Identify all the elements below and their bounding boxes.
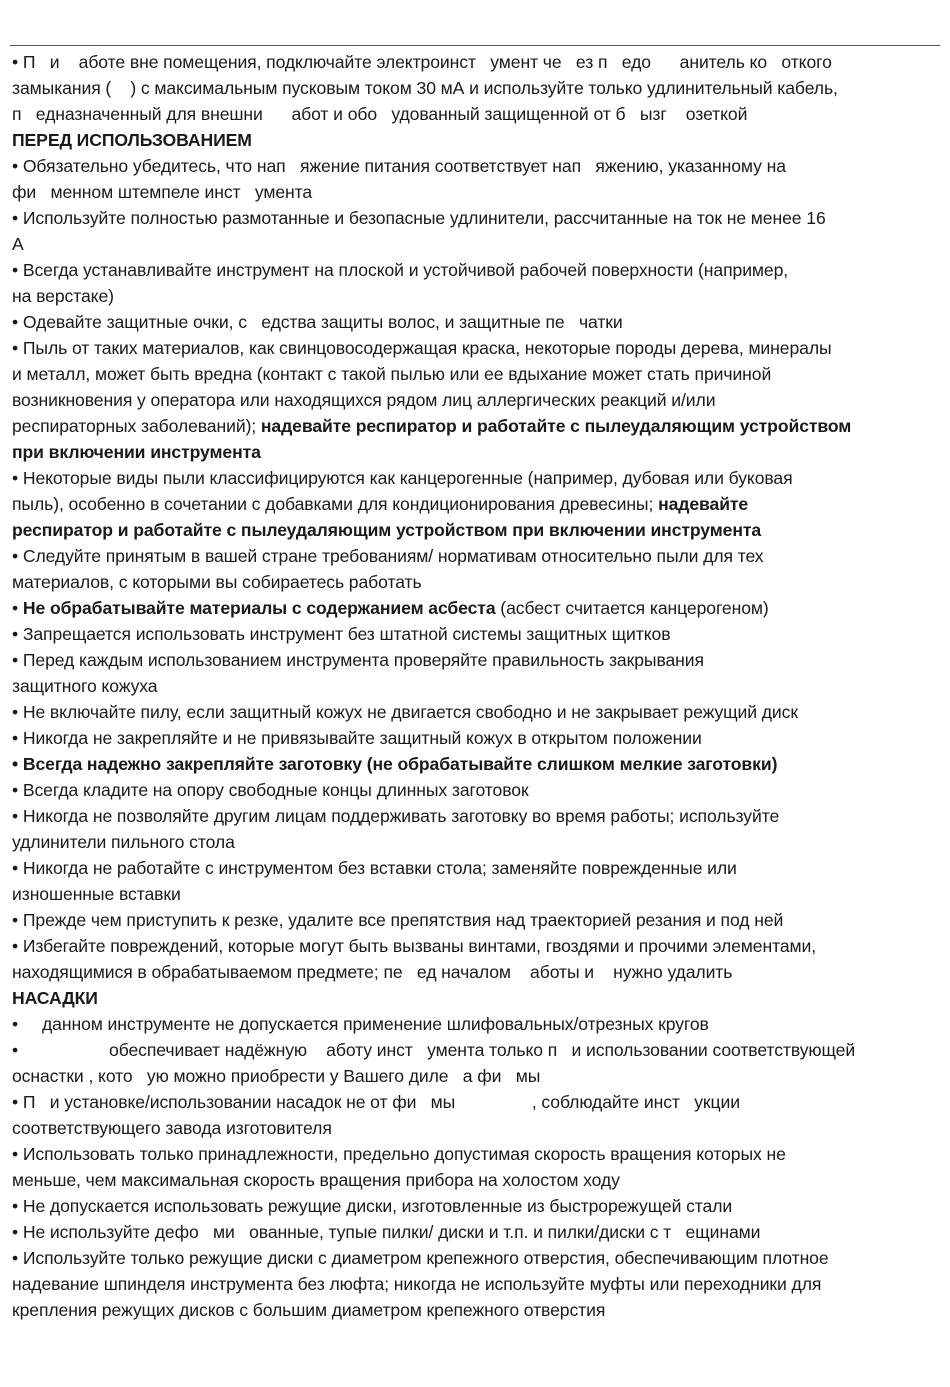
text-line (12, 985, 940, 1011)
text-segment: • Прежде чем приступить к резке, удалите все препятствия над траекторией резания и под ней (12, 910, 784, 930)
bold-text-segment: • Всегда надежно закрепляйте заготовку (не обрабатывайте слишком мелкие заготовки) (12, 754, 778, 774)
bold-text-segment: НАСАДКИ (12, 988, 98, 1008)
text-segment: • Не используйте дефо ми ованные, тупые пилки/ диски и т.п. и пилки/диски с т ещинами (12, 1222, 761, 1242)
text-line (12, 387, 940, 413)
text-line (12, 491, 940, 517)
text-line (12, 257, 940, 283)
text-line (12, 959, 940, 985)
text-line (12, 829, 940, 855)
text-segment: • Запрещается использовать инструмент без штатной системы защитных щитков (12, 624, 671, 644)
text-line (12, 1297, 940, 1323)
text-line (12, 413, 940, 439)
text-line (12, 1245, 940, 1271)
text-line (12, 777, 940, 803)
text-segment: оснастки , кото ую можно приобрести у Вашего диле а фи мы (12, 1066, 541, 1086)
text-line (12, 361, 940, 387)
text-line (12, 49, 940, 75)
document-body (12, 49, 940, 1323)
text-segment: • Одевайте защитные очки, с едства защиты волос, и защитные пе чатки (12, 312, 623, 332)
text-line (12, 699, 940, 725)
text-line (12, 1037, 940, 1063)
text-line (12, 153, 940, 179)
text-segment: крепления режущих дисков с большим диаметром крепежного отверстия (12, 1300, 606, 1320)
text-line (12, 1219, 940, 1245)
text-segment: • П и установке/использовании насадок не от фи мы , соблюдайте инст укции (12, 1092, 740, 1112)
bold-text-segment: Не обрабатывайте материалы с содержанием асбеста (22, 598, 496, 618)
bold-text-segment: при включении инструмента (12, 442, 261, 462)
text-line (12, 855, 940, 881)
text-segment: надевание шпинделя инструмента без люфта; никогда не используйте муфты или переходники для (12, 1274, 822, 1294)
text-segment: • Избегайте повреждений, которые могут быть вызваны винтами, гвоздями и прочими элементами, (12, 936, 817, 956)
bold-text-segment: респиратор и работайте с пылеудаляющим устройством при включении инструмента (12, 520, 762, 540)
text-line (12, 751, 940, 777)
text-segment: (асбест считается канцерогеном) (495, 598, 769, 618)
text-segment: • Следуйте принятым в вашей стране требованиям/ нормативам относительно пыли для тех (12, 546, 764, 566)
text-segment: • Никогда не позволяйте другим лицам поддерживать заготовку во время работы; используйте (12, 806, 780, 826)
text-line (12, 725, 940, 751)
text-line (12, 101, 940, 127)
text-segment: материалов, с которыми вы собираетесь работать (12, 572, 422, 592)
bold-text-segment: ПЕРЕД ИСПОЛЬЗОВАНИЕМ (12, 130, 252, 150)
text-segment: • Не допускается использовать режущие диски, изготовленные из быстрорежущей стали (12, 1196, 733, 1216)
text-line (12, 881, 940, 907)
text-line (12, 127, 940, 153)
text-segment: • Пыль от таких материалов, как свинцовосодержащая краска, некоторые породы дерева, минералы (12, 338, 832, 358)
text-line (12, 205, 940, 231)
text-segment: соответствующего завода изготовителя (12, 1118, 332, 1138)
bold-text-segment: надевайте респиратор и работайте с пылеудаляющим устройством (260, 416, 852, 436)
text-segment: респираторных заболеваний); (12, 416, 261, 436)
text-line (12, 179, 940, 205)
text-segment: • Обязательно убедитесь, что нап яжение питания соответствует нап яжению, указанному на (12, 156, 786, 176)
text-segment: • Используйте только режущие диски с диаметром крепежного отверстия, обеспечивающим плотное (12, 1248, 829, 1268)
text-line (12, 543, 940, 569)
text-line (12, 517, 940, 543)
text-line (12, 803, 940, 829)
text-segment: • Используйте полностью размотанные и безопасные удлинители, рассчитанные на ток не менее 16 (12, 208, 826, 228)
text-line (12, 231, 940, 257)
text-line (12, 595, 940, 621)
text-segment: • Некоторые виды пыли классифицируются как канцерогенные (например, дубовая или буковая (12, 468, 793, 488)
text-line (12, 283, 940, 309)
text-segment: А (12, 234, 24, 254)
text-segment: возникновения у оператора или находящихся рядом лиц аллергических реакций и/или (12, 390, 716, 410)
text-line (12, 335, 940, 361)
text-segment: • данном инструменте не допускается применение шлифовальных/отрезных кругов (12, 1014, 709, 1034)
text-line (12, 1141, 940, 1167)
text-segment: замыкания ( ) с максимальным пусковым током 30 мА и используйте только удлинительный кабель, (12, 78, 838, 98)
text-segment: • обеспечивает надёжную аботу инст умента только п и использовании соответствующей (12, 1040, 856, 1060)
text-segment: на верстаке) (12, 286, 114, 306)
text-line (12, 75, 940, 101)
text-segment: • П и аботе вне помещения, подключайте электроинст умент че ез п едо анитель ко откого (12, 52, 832, 72)
text-line (12, 439, 940, 465)
text-segment: фи менном штемпеле инст умента (12, 182, 313, 202)
text-segment: находящимися в обрабатываемом предмете; пе ед началом аботы и нужно удалить (12, 962, 733, 982)
text-line (12, 1167, 940, 1193)
text-segment: защитного кожуха (12, 676, 158, 696)
text-segment: • Всегда кладите на опору свободные концы длинных заготовок (12, 780, 529, 800)
text-segment: пыль), особенно в сочетании с добавками для кондиционирования древесины; (12, 494, 659, 514)
text-segment: п едназначенный для внешни абот и обо удованный защищенной от б ызг озеткой (12, 104, 748, 124)
text-line (12, 1063, 940, 1089)
text-line (12, 1011, 940, 1037)
text-segment: изношенные вставки (12, 884, 181, 904)
text-segment: • Никогда не закрепляйте и не привязывайте защитный кожух в открытом положении (12, 728, 702, 748)
text-segment: • Использовать только принадлежности, предельно допустимая скорость вращения которых не (12, 1144, 786, 1164)
text-line (12, 673, 940, 699)
text-line (12, 309, 940, 335)
text-line (12, 569, 940, 595)
text-segment: • Всегда устанавливайте инструмент на плоской и устойчивой рабочей поверхности (например, (12, 260, 789, 280)
text-line (12, 621, 940, 647)
text-line (12, 465, 940, 491)
text-segment: удлинители пильного стола (12, 832, 235, 852)
text-line (12, 907, 940, 933)
text-line (12, 647, 940, 673)
text-line (12, 1115, 940, 1141)
text-line (12, 933, 940, 959)
text-segment: • Никогда не работайте с инструментом без вставки стола; заменяйте поврежденные или (12, 858, 737, 878)
text-segment: • Перед каждым использованием инструмента проверяйте правильность закрывания (12, 650, 704, 670)
bold-text-segment: надевайте (658, 494, 749, 514)
text-segment: • Не включайте пилу, если защитный кожух не двигается свободно и не закрывает режущий диск (12, 702, 798, 722)
text-line (12, 1193, 940, 1219)
text-segment: и металл, может быть вредна (контакт с такой пылью или ее вдыхание может стать причиной (12, 364, 772, 384)
top-divider (10, 45, 940, 46)
text-segment: • (12, 598, 23, 618)
text-line (12, 1271, 940, 1297)
text-line (12, 1089, 940, 1115)
text-segment: меньше, чем максимальная скорость вращения прибора на холостом ходу (12, 1170, 620, 1190)
